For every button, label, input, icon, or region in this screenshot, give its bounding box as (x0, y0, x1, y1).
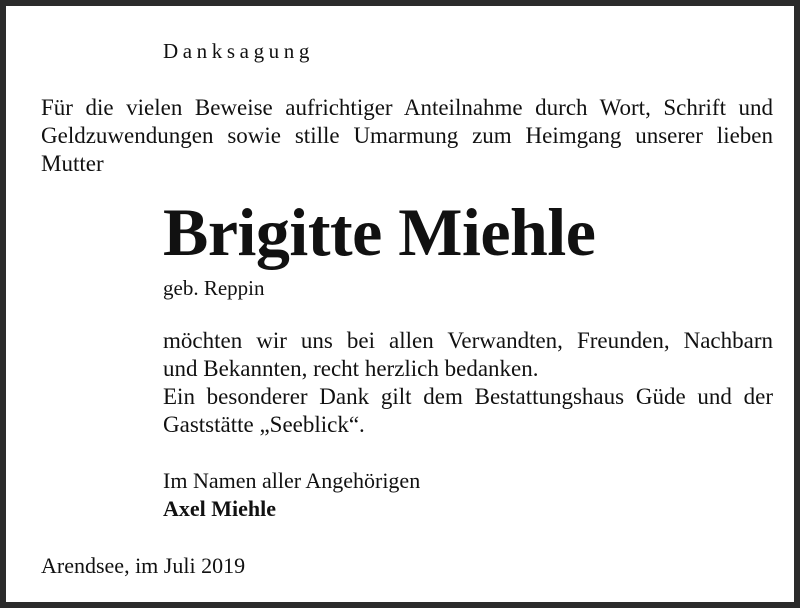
thanks-line: Gaststätte „Seeblick“. (163, 412, 365, 437)
thanks-paragraph (163, 327, 773, 439)
signature-label: Im Namen aller Angehörigen (163, 468, 421, 493)
intro-line: Geldzuwendungen sowie stille Umarmung zum Heimgang unserer lieben (41, 123, 773, 148)
maiden-name: geb. Reppin (163, 276, 265, 300)
signature-name: Axel Miehle (163, 496, 277, 521)
deceased-name: Brigitte Miehle (163, 194, 596, 270)
intro-paragraph (41, 94, 773, 178)
place-date: Arendsee, im Juli 2019 (41, 553, 246, 578)
thanks-line: und Bekannten, recht herzlich bedanken. (163, 356, 539, 381)
intro-line: Für die vielen Beweise aufrichtiger Anteilnahme durch Wort, Schrift und (41, 95, 773, 120)
thanks-line: möchten wir uns bei allen Verwandten, Freunden, Nachbarn (163, 328, 773, 353)
intro-line: Mutter (41, 151, 104, 176)
thanks-line: Ein besonderer Dank gilt dem Bestattungshaus Güde und der (163, 384, 773, 409)
notice-heading: Danksagung (163, 39, 314, 63)
